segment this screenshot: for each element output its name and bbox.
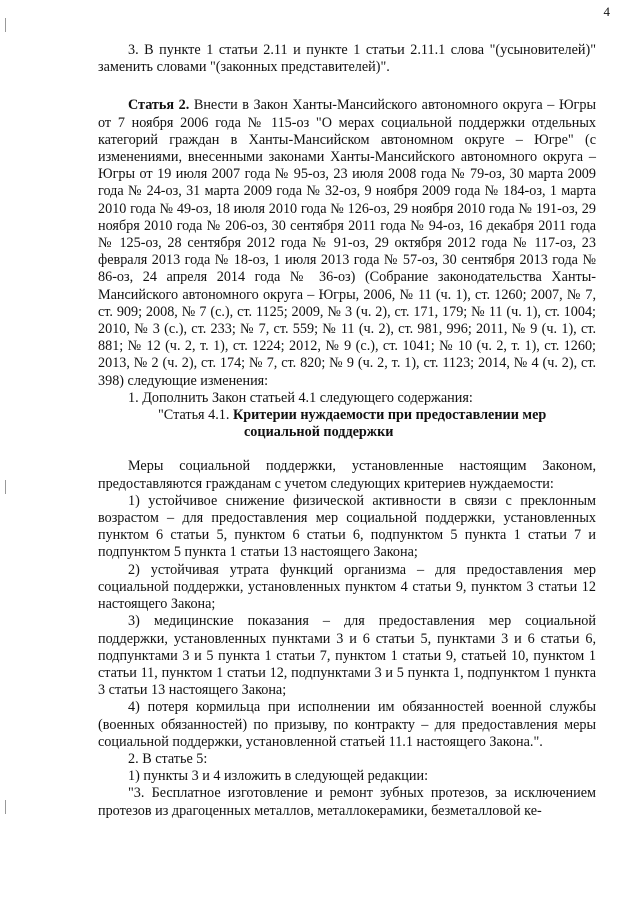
document-body xyxy=(98,42,596,820)
paragraph-add-article: 1. Дополнить Закон статьей 4.1 следующего содержания: xyxy=(128,389,473,406)
paragraph-items-3-4: 1) пункты 3 и 4 изложить в следующей редакции: xyxy=(128,768,429,785)
paragraph-criterion-4: 4) потеря кормильца при исполнении им обязанностей военной службы (военных обязанностей) по призыву, по контракту – для предоставления меры социальной поддержки, установленной статьей 11.1 настоящего Закона.". xyxy=(98,699,596,750)
paragraph-item3: 3. В пункте 1 статьи 2.11 и пункте 1 статьи 2.11.1 слова "(усыновителей)" заменить словами "(законных представителей)". xyxy=(98,42,596,76)
article-4-1-prefix: "Статья 4.1. xyxy=(158,407,230,424)
paragraph-criterion-3: 3) медицинские показания – для предоставления мер социальной поддержки, установленных пунктами 3 и 6 статьи 5, пунктами 3 и 6 статьи 6, подпунктами 3 и 5 пункта 1 статьи 7, пунктом 1 статьи 9, статьей 10, пунктом 1 статьи 11, пунктом 1 статьи 12, подпунктами 3 и 5 пункта 1, подпунктом 1 пункта 3 статьи 13 настоящего Закона; xyxy=(98,613,596,699)
scan-margin-mark xyxy=(5,480,9,494)
paragraph-article2 xyxy=(98,97,596,389)
scan-margin-mark xyxy=(5,800,9,814)
article-2-text: Внести в Закон Ханты-Мансийского автономного округа – Югры от 7 ноября 2006 года № 115-оз "О мерах социальной поддержки отдельных категорий граждан в Ханты-Мансийском автономном округе – Югре" (с изменениями, внесенными законами Ханты-Мансийского автономного округа – Югры от 19 июля 2007 года № 95-оз, 23 июля 2008 года № 79-оз, 30 марта 2009 года № 24-оз, 31 марта 2009 года № 32-оз, 9 ноября 2009 года № 184-оз, 1 марта 2010 года № 49-оз, 18 июля 2010 года № 126-оз, 29 ноября 2010 года № 191-оз, 29 ноября 2010 года № 206-оз, 30 сентября 2011 года № 94-оз, 16 декабря 2011 года № 125-оз, 28 сентября 2012 года № 91-оз, 29 октября 2012 года № 117-оз, 23 февраля 2013 года № 18-оз, 1 июля 2013 года № 57-оз, 30 сентября 2013 года № 86-оз, 24 апреля 2014 года № 36-оз) (Собрание законодательства Ханты-Мансийского автономного округа – Югры, 2006, № 11 (ч. 1), ст. 1260; 2007, № 7, ст. 909; 2008, № 7 (с.), ст. 1125; 2009, № 3 (ч. 2), ст. 171, 179; № 11 (ч. 1), ст. 1004; 2010, № 3 (с.), ст. 233; № 7, ст. 559; № 11 (ч. 2), ст. 981, 996; 2011, № 9 (ч. 1), ст. 881; № 12 (ч. 2, т. 1), ст. 1224; 2012, № 9 (с.), ст. 1041; № 10 (ч. 2, т. 1), ст. 1260; 2013, № 2 (ч. 2), ст. 174; № 7, ст. 820; № 9 (ч. 2, т. 1), ст. 1123; 2014, № 4 (ч. 2), ст. 398) следующие изменения: xyxy=(98,97,596,389)
paragraph-measures-intro: Меры социальной поддержки, установленные настоящим Законом, предоставляются гражданам с учетом следующих критериев нуждаемости: xyxy=(98,458,596,492)
paragraph-dental-prosthetics: "3. Бесплатное изготовление и ремонт зубных протезов, за исключением протезов из драгоценных металлов, металлокерамики, безметалловой ке- xyxy=(98,785,596,819)
article-4-1-heading xyxy=(98,407,596,441)
paragraph-article5: 2. В статье 5: xyxy=(128,750,208,767)
paragraph-criterion-1: 1) устойчивое снижение физической активности в связи с преклонным возрастом – для предоставления мер социальной поддержки, установленных пунктом 6 статьи 5, пунктом 6 статьи 6, подпунктом 5 пункта 1 статьи 7 и подпунктом 5 пункта 1 статьи 13 настоящего Закона; xyxy=(98,492,596,561)
paragraph-criterion-2: 2) устойчивая утрата функций организма – для предоставления мер социальной поддержки, установленных пунктом 4 статьи 9, пунктом 3 статьи 12 настоящего Закона; xyxy=(98,561,596,613)
article-4-1-title-line2: социальной поддержки xyxy=(244,424,394,441)
article-4-1-title-line1: Критерии нуждаемости при предоставлении мер xyxy=(232,407,547,424)
page-number: 4 xyxy=(603,4,610,19)
article-2-label: Статья 2. xyxy=(128,97,190,114)
scan-margin-mark xyxy=(5,18,9,32)
